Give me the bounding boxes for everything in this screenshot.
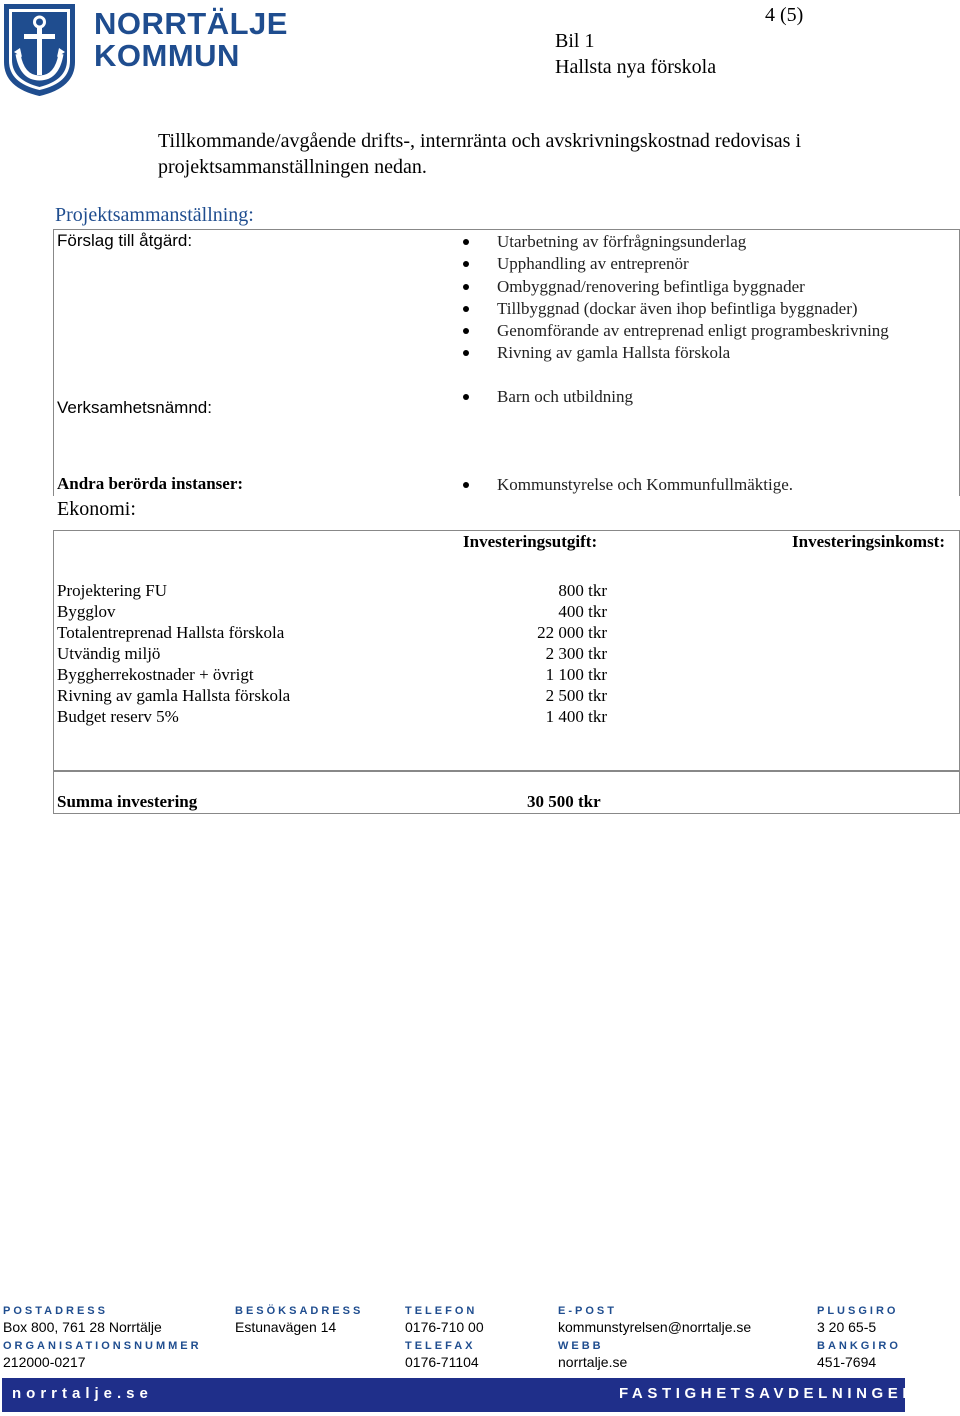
footer-bankgiro-label: BANKGIRO — [817, 1340, 901, 1352]
list-item: Utarbetning av förfrågningsunderlag — [461, 231, 889, 253]
footer-webb-label: WEBB — [558, 1340, 604, 1352]
row-label: Bygglov — [57, 602, 116, 621]
project-name: Hallsta nya förskola — [555, 56, 717, 78]
table-row — [57, 622, 617, 643]
income-column-header: Investeringsinkomst: — [792, 532, 946, 551]
table-row — [57, 580, 617, 601]
list-item: Ombyggnad/renovering befintliga byggnader — [461, 276, 889, 298]
footer-telefax-label: TELEFAX — [405, 1340, 476, 1352]
footer-telefon: 0176-710 00 — [405, 1319, 484, 1335]
other-instances-label: Andra berörda instanser: — [57, 474, 244, 493]
committee-label: Verksamhetsnämnd: — [57, 398, 212, 417]
total-label: Summa investering — [57, 792, 198, 811]
footer-bankgiro: 451-7694 — [817, 1354, 877, 1370]
table-row — [57, 643, 617, 664]
footer-department: FASTIGHETSAVDELNINGEN — [619, 1385, 918, 1402]
row-label: Rivning av gamla Hallsta förskola — [57, 686, 291, 705]
row-label: Byggherrekostnader + övrigt — [57, 665, 254, 684]
footer-epost-label: E-POST — [558, 1305, 617, 1317]
row-amount: 1 100 tkr — [545, 665, 607, 684]
table-row — [57, 706, 617, 727]
page-number: 4 (5) — [765, 4, 804, 26]
brand-line-1: NORRTÄLJE — [94, 6, 288, 41]
attachment-label: Bil 1 — [555, 30, 595, 52]
row-amount: 800 tkr — [558, 581, 607, 600]
expense-column-header: Investeringsutgift: — [463, 532, 598, 551]
brand-line-2: KOMMUN — [94, 38, 240, 73]
footer-epost[interactable]: kommunstyrelsen@norrtalje.se — [558, 1319, 752, 1335]
committee-list — [461, 386, 633, 408]
row-label: Projektering FU — [57, 581, 168, 600]
summary-title: Projektsammanställning: — [55, 204, 254, 226]
row-amount: 2 500 tkr — [545, 686, 607, 705]
economy-rows — [57, 580, 617, 727]
footer-webb[interactable]: norrtalje.se — [558, 1354, 628, 1370]
list-item: Genomförande av entreprenad enligt programbeskrivning — [461, 320, 889, 342]
footer-plusgiro-label: PLUSGIRO — [817, 1305, 899, 1317]
table-row — [57, 685, 617, 706]
proposal-label: Förslag till åtgärd: — [57, 231, 193, 250]
footer-website-link[interactable]: norrtalje.se — [12, 1385, 153, 1402]
list-item: Tillbyggnad (dockar även ihop befintliga byggnader) — [461, 298, 889, 320]
other-instances-list — [461, 474, 793, 496]
footer-postadress: Box 800, 761 28 Norrtälje — [3, 1319, 162, 1335]
table-row — [57, 664, 617, 685]
document-heading — [555, 28, 716, 80]
row-label: Utvändig miljö — [57, 644, 161, 663]
brand-name — [94, 8, 288, 72]
row-amount: 400 tkr — [558, 602, 607, 621]
list-item: Kommunstyrelse och Kommunfullmäktige. — [461, 474, 793, 496]
list-item: Rivning av gamla Hallsta förskola — [461, 342, 889, 364]
proposal-list — [461, 231, 889, 365]
table-row — [57, 601, 617, 622]
footer-besok-label: BESÖKSADRESS — [235, 1305, 364, 1317]
anchor-logo-icon — [2, 2, 77, 97]
footer-telefax: 0176-71104 — [405, 1354, 479, 1370]
row-amount: 22 000 tkr — [537, 623, 607, 642]
economy-title: Ekonomi: — [57, 498, 136, 520]
footer-postadress-label: POSTADRESS — [3, 1305, 108, 1317]
footer-plusgiro: 3 20 65-5 — [817, 1319, 877, 1335]
footer-orgnr-label: ORGANISATIONSNUMMER — [3, 1340, 202, 1352]
list-item: Barn och utbildning — [461, 386, 633, 408]
list-item: Upphandling av entreprenör — [461, 253, 889, 275]
row-label: Totalentreprenad Hallsta förskola — [57, 623, 285, 642]
intro-paragraph: Tillkommande/avgående drifts-, internränta och avskrivningskostnad redovisas i projektsammanställningen nedan. — [158, 130, 802, 178]
footer-telefon-label: TELEFON — [405, 1305, 478, 1317]
row-label: Budget reserv 5% — [57, 707, 179, 726]
footer-orgnr: 212000-0217 — [3, 1354, 86, 1370]
row-amount: 2 300 tkr — [545, 644, 607, 663]
row-amount: 1 400 tkr — [545, 707, 607, 726]
total-amount: 30 500 tkr — [527, 792, 601, 811]
footer-besok: Estunavägen 14 — [235, 1319, 337, 1335]
